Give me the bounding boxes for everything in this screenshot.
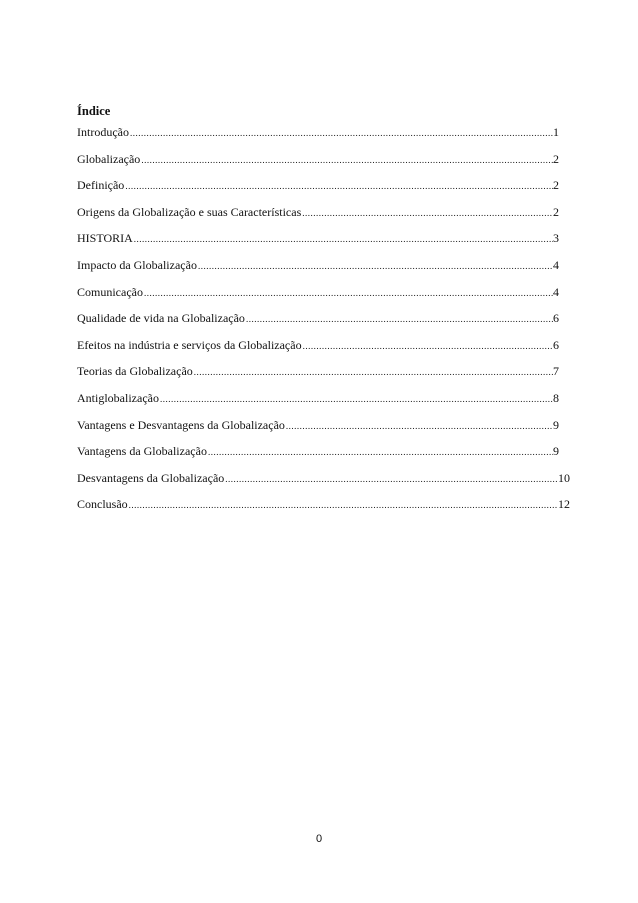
toc-entry-label: Antiglobalização — [77, 390, 159, 405]
toc-dot-leader — [133, 232, 553, 246]
toc-entry-globalizacao[interactable] — [77, 152, 559, 179]
toc-entry-page: 6 — [553, 311, 559, 326]
toc-dot-leader — [143, 286, 553, 300]
toc-entry-label: Desvantagens da Globalização — [77, 470, 225, 485]
toc-heading: Índice — [77, 104, 111, 118]
toc-entry-efeitos[interactable] — [77, 338, 559, 365]
toc-entry-vantagens-e-desvantagens[interactable] — [77, 418, 559, 445]
toc-entry-origens[interactable] — [77, 205, 559, 232]
toc-entry-label: Introdução — [77, 125, 129, 139]
toc-entry-page: 2 — [553, 178, 559, 193]
toc-entry-label: Teorias da Globalização — [77, 364, 193, 379]
toc-entry-page: 1 — [553, 125, 559, 139]
toc-entry-page: 2 — [553, 151, 559, 166]
toc-entry-introducao[interactable] — [77, 125, 559, 152]
toc-dot-leader — [207, 445, 553, 459]
toc-entry-page: 4 — [553, 284, 559, 299]
toc-dot-leader — [129, 126, 553, 140]
toc-entry-page: 7 — [553, 364, 559, 379]
toc-entry-page: 4 — [553, 257, 559, 272]
toc-entry-page: 3 — [553, 231, 559, 246]
toc-entry-definicao[interactable] — [77, 178, 559, 205]
toc-entry-impacto[interactable] — [77, 258, 559, 285]
toc-entry-label: Comunicação — [77, 284, 143, 299]
toc-entry-page: 6 — [553, 337, 559, 352]
toc-dot-leader — [124, 179, 553, 193]
toc-dot-leader — [193, 365, 553, 379]
toc-entry-comunicacao[interactable] — [77, 285, 559, 312]
toc-entry-page: 2 — [553, 204, 559, 219]
toc-dot-leader — [301, 206, 553, 220]
toc-dot-leader — [285, 419, 553, 433]
toc-dot-leader — [302, 339, 553, 353]
toc-dot-leader — [159, 392, 553, 406]
toc-entry-label: Vantagens e Desvantagens da Globalização — [77, 417, 285, 432]
toc-entry-label: Globalização — [77, 151, 141, 166]
toc-entry-label: Conclusão — [77, 497, 128, 512]
toc-dot-leader — [140, 153, 553, 167]
toc-entry-historia[interactable] — [77, 231, 559, 258]
toc-entry-conclusao[interactable] — [77, 497, 570, 524]
toc-entry-label: Impacto da Globalização — [77, 257, 197, 272]
toc-dot-leader — [224, 472, 558, 486]
toc-entry-page: 10 — [558, 470, 570, 485]
toc-dot-leader — [128, 498, 558, 512]
toc-entry-label: Vantagens da Globalização — [77, 444, 207, 459]
toc-dot-leader — [245, 312, 553, 326]
toc-entry-label: Origens da Globalização e suas Características — [77, 204, 302, 219]
toc-entry-teorias[interactable] — [77, 364, 559, 391]
toc-entry-page: 9 — [553, 417, 559, 432]
toc-entry-label: Qualidade de vida na Globalização — [77, 311, 245, 326]
toc-entry-label: Definição — [77, 178, 125, 193]
toc-entry-qualidade-de-vida[interactable] — [77, 311, 559, 338]
toc-entry-desvantagens[interactable] — [77, 471, 570, 498]
toc-entry-label: HISTORIA — [77, 231, 133, 246]
page-number: 0 — [315, 833, 323, 845]
toc-dot-leader — [197, 259, 553, 273]
toc-entry-page: 8 — [553, 390, 559, 405]
table-of-contents — [77, 125, 570, 524]
toc-entry-antiglobalizacao[interactable] — [77, 391, 559, 418]
toc-entry-page: 9 — [553, 444, 559, 459]
toc-entry-label: Efeitos na indústria e serviços da Globalização — [77, 337, 302, 352]
toc-entry-page: 12 — [558, 497, 570, 512]
toc-entry-vantagens[interactable] — [77, 444, 559, 471]
